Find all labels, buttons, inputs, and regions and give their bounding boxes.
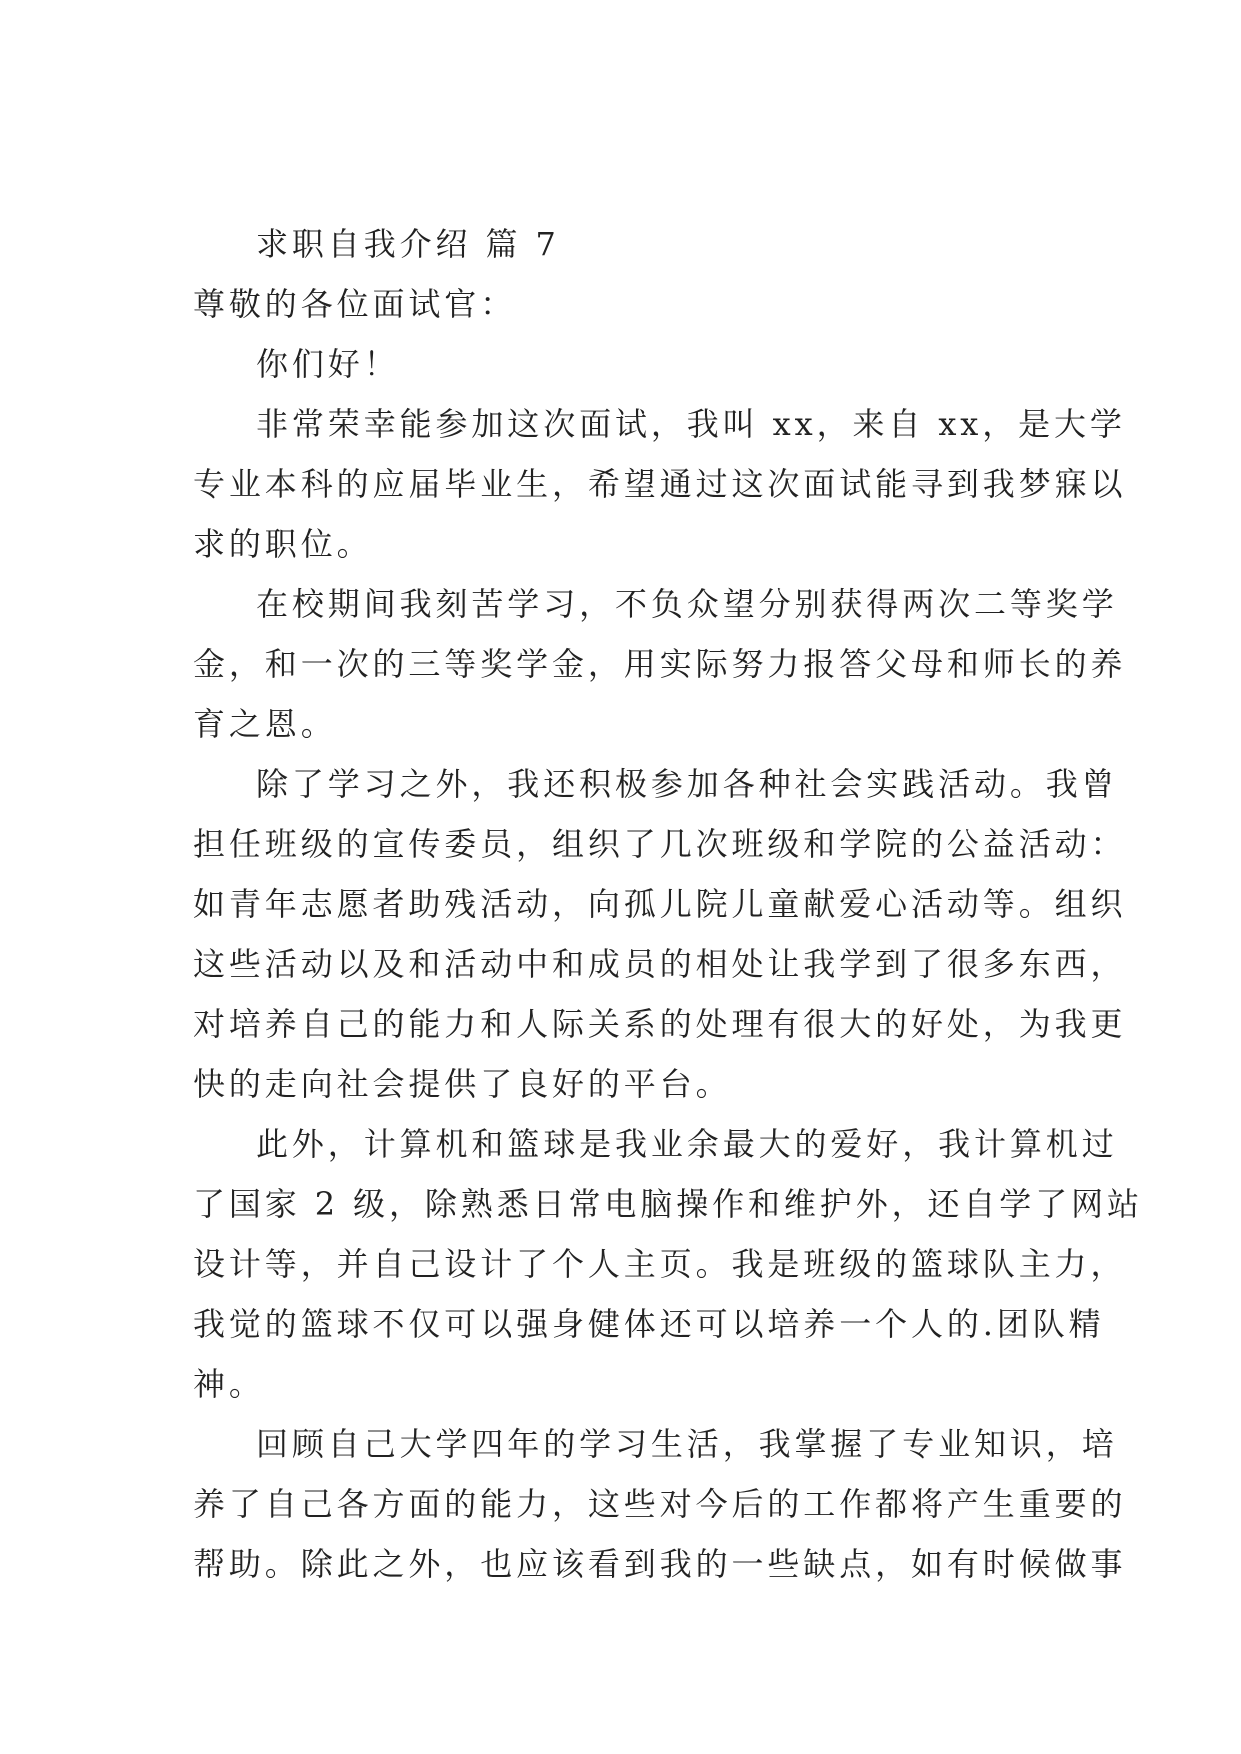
text-line: 此外，计算机和篮球是我业余最大的爱好，我计算机过 bbox=[256, 1125, 1118, 1163]
text-line: 专业本科的应届毕业生，希望通过这次面试能寻到我梦寐以 bbox=[193, 465, 1127, 503]
document-heading: 求职自我介绍 篇 7 bbox=[256, 225, 560, 263]
text-line: 设计等，并自己设计了个人主页。我是班级的篮球队主力， bbox=[193, 1245, 1127, 1283]
text-line: 快的走向社会提供了良好的平台。 bbox=[193, 1065, 732, 1103]
text-line: 求的职位。 bbox=[193, 525, 373, 563]
text-line: 育之恩。 bbox=[193, 705, 337, 743]
text-line: 非常荣幸能参加这次面试，我叫 xx，来自 xx，是大学 bbox=[256, 405, 1126, 443]
text-line: 如青年志愿者助残活动，向孤儿院儿童献爱心活动等。组织 bbox=[193, 885, 1127, 923]
text-line: 除了学习之外，我还积极参加各种社会实践活动。我曾 bbox=[256, 765, 1118, 803]
text-line: 帮助。除此之外，也应该看到我的一些缺点，如有时候做事 bbox=[193, 1545, 1127, 1583]
salutation: 尊敬的各位面试官： bbox=[193, 285, 517, 323]
text-line: 对培养自己的能力和人际关系的处理有很大的好处，为我更 bbox=[193, 1005, 1127, 1043]
text-line: 了国家 2 级，除熟悉日常电脑操作和维护外，还自学了网站 bbox=[193, 1185, 1143, 1223]
text-line: 金，和一次的三等奖学金，用实际努力报答父母和师长的养 bbox=[193, 645, 1127, 683]
text-line: 养了自己各方面的能力，这些对今后的工作都将产生重要的 bbox=[193, 1485, 1127, 1523]
greeting: 你们好！ bbox=[256, 345, 400, 383]
text-line: 这些活动以及和活动中和成员的相处让我学到了很多东西， bbox=[193, 945, 1127, 983]
text-line: 神。 bbox=[193, 1365, 265, 1403]
text-line: 我觉的篮球不仅可以强身健体还可以培养一个人的.团队精 bbox=[193, 1305, 1105, 1343]
text-line: 回顾自己大学四年的学习生活，我掌握了专业知识，培 bbox=[256, 1425, 1118, 1463]
text-line: 在校期间我刻苦学习，不负众望分别获得两次二等奖学 bbox=[256, 585, 1118, 623]
text-line: 担任班级的宣传委员，组织了几次班级和学院的公益活动： bbox=[193, 825, 1127, 863]
